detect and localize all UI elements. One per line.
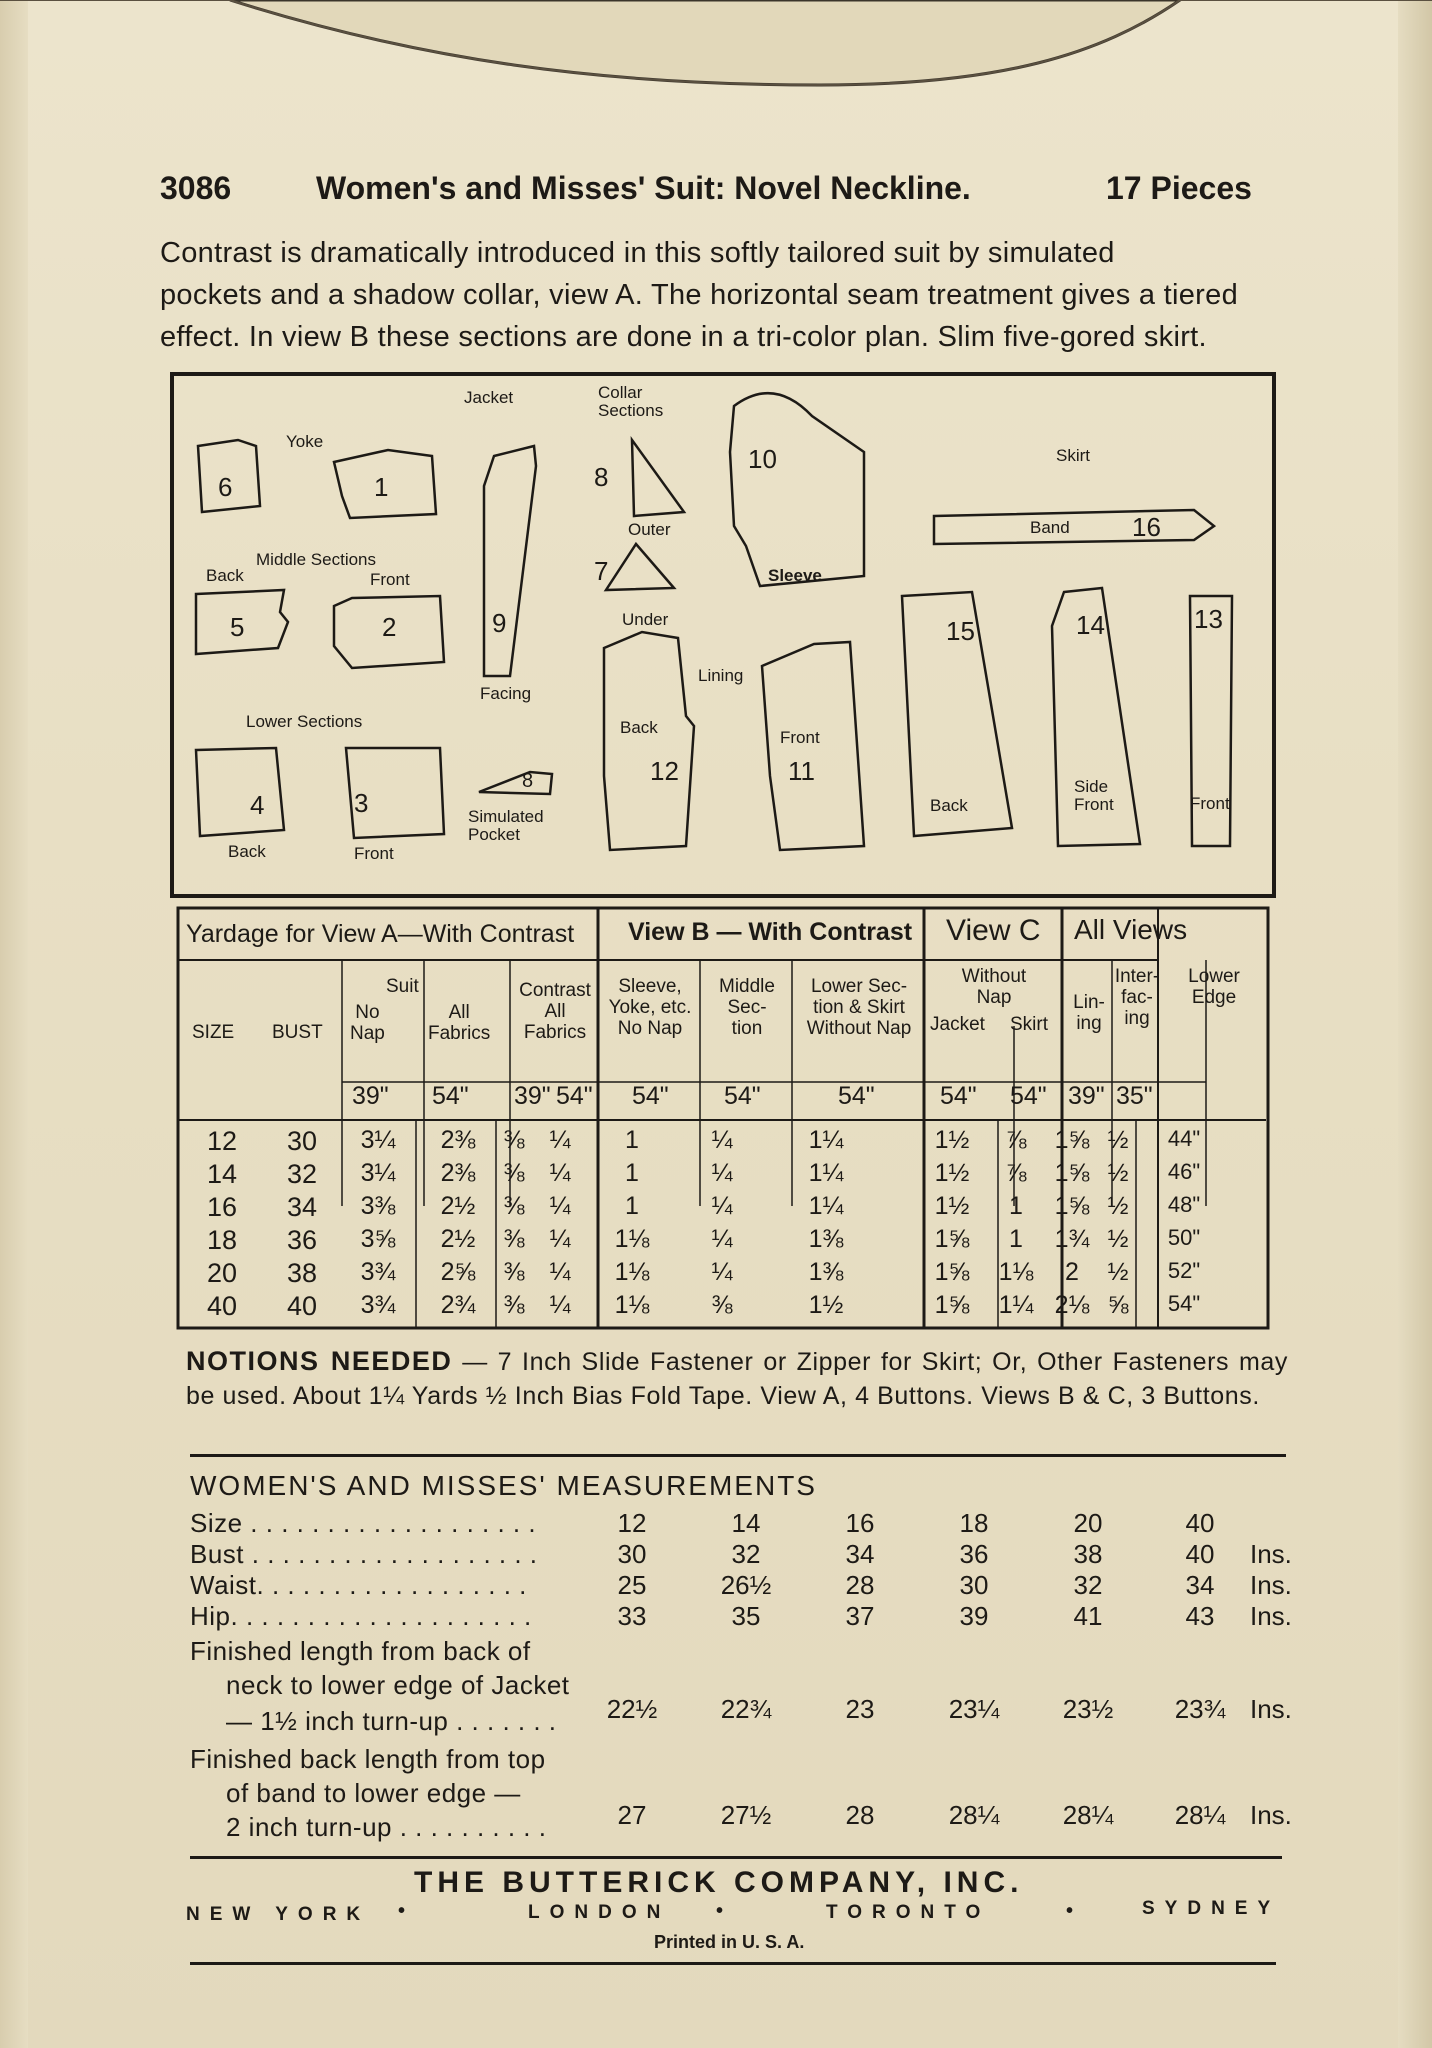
yardage-cell: 40	[206, 1291, 238, 1321]
width-lining: 39"	[1068, 1082, 1105, 1110]
yardage-view-c-header: View C	[946, 914, 1041, 947]
piece-8-shape	[632, 440, 684, 516]
width-skirt: 54"	[1010, 1082, 1047, 1110]
pattern-pieces-drawing	[174, 376, 1272, 894]
yardage-cell: 1⅜	[808, 1225, 844, 1253]
yardage-cell: 3¼	[360, 1159, 396, 1187]
yardage-cell: ¼	[549, 1291, 571, 1319]
length-unit: Ins.	[1250, 1694, 1292, 1724]
measurement-value: 34	[845, 1539, 875, 1569]
col-lower-edge: Lower Edge	[1188, 966, 1240, 1008]
yardage-cell: 3⅜	[360, 1192, 396, 1220]
label-side-front: Side Front	[1074, 777, 1114, 814]
yardage-cell: 1⅝	[934, 1291, 970, 1319]
yardage-cell: 46"	[1167, 1159, 1201, 1184]
yardage-cell: ½	[1107, 1126, 1129, 1154]
width-contrast-54: 54"	[556, 1082, 593, 1110]
skirt-length-label-3: 2 inch turn-up . . . . . . . . . .	[226, 1812, 547, 1842]
pattern-title: Women's and Misses' Suit: Novel Neckline.	[316, 170, 971, 206]
yardage-cell: 1½	[934, 1159, 970, 1187]
length-value: 28¼	[1174, 1800, 1226, 1830]
piece-number-6: 6	[218, 472, 233, 502]
yardage-cell: 1	[1009, 1192, 1023, 1220]
yardage-cell: 1⅜	[808, 1258, 844, 1286]
yardage-cell: ⅞	[1005, 1126, 1027, 1154]
yardage-cell: 30	[286, 1126, 318, 1156]
piece-number-4: 4	[250, 790, 265, 820]
pieces-count: 17 Pieces	[1106, 170, 1252, 206]
description-line-2: pockets and a shadow collar, view A. The horizontal seam treatment gives a tiered	[160, 279, 1238, 311]
yardage-cell: 1⅛	[614, 1291, 650, 1319]
col-interfacing: Inter- fac- ing	[1114, 966, 1160, 1029]
yardage-cell: 32	[286, 1159, 318, 1189]
piece-number-13: 13	[1194, 604, 1223, 634]
yardage-cell: 2⅝	[440, 1258, 476, 1286]
measurement-unit: Ins.	[1250, 1539, 1292, 1569]
measurement-value: 32	[731, 1539, 761, 1569]
measurement-value: 39	[959, 1601, 989, 1631]
measurement-value: 38	[1073, 1539, 1103, 1569]
label-middle-front: Front	[370, 570, 410, 589]
measurement-value: 37	[845, 1601, 875, 1631]
piece-number-1: 1	[374, 472, 389, 502]
yardage-cell: ¼	[711, 1258, 733, 1286]
yardage-cell: 2⅛	[1054, 1291, 1090, 1319]
length-value: 28¼	[1062, 1800, 1114, 1830]
piece-number-12: 12	[650, 756, 679, 786]
yardage-cell: 14	[206, 1159, 238, 1189]
measurement-value: 26½	[720, 1570, 772, 1600]
yardage-cell: 54"	[1167, 1291, 1201, 1316]
measurement-value: 25	[617, 1570, 647, 1600]
measurement-value: 34	[1185, 1570, 1215, 1600]
envelope-flap	[0, 0, 1432, 140]
measurement-value: 40	[1185, 1508, 1215, 1538]
yardage-cell: 1½	[808, 1291, 844, 1319]
label-skirt: Skirt	[1056, 446, 1090, 465]
piece-number-11: 11	[788, 756, 815, 786]
skirt-length-label-1: Finished back length from top	[190, 1744, 546, 1774]
measurement-value: 14	[731, 1508, 761, 1538]
width-suit-all: 54"	[432, 1082, 469, 1110]
yardage-cell: 1⅛	[614, 1225, 650, 1253]
col-lower-section: Lower Sec- tion & Skirt Without Nap	[806, 976, 912, 1039]
measurement-value: 32	[1073, 1570, 1103, 1600]
label-skirt-back: Back	[930, 796, 968, 815]
yardage-cell: ⅜	[503, 1192, 525, 1220]
length-value: 27	[617, 1800, 647, 1830]
bullet-2: •	[716, 1900, 724, 1922]
yardage-cell: ½	[1107, 1192, 1129, 1220]
label-lower-back: Back	[228, 842, 266, 861]
piece-16-shape	[934, 510, 1214, 544]
piece-number-10: 10	[748, 444, 777, 474]
pattern-pieces-diagram	[170, 372, 1276, 898]
measurement-value: 33	[617, 1601, 647, 1631]
length-value: 23	[845, 1694, 875, 1724]
yardage-cell: 3¾	[360, 1291, 396, 1319]
yardage-cell: 1¾	[1054, 1225, 1090, 1253]
yardage-cell: ¼	[711, 1126, 733, 1154]
yardage-cell: 1	[625, 1159, 639, 1187]
yardage-cell: 1⅝	[1054, 1192, 1090, 1220]
piece-number-15: 15	[946, 616, 975, 646]
label-middle-back: Back	[206, 566, 244, 585]
label-lower-front: Front	[354, 844, 394, 863]
label-jacket: Jacket	[464, 388, 514, 407]
yardage-cell: 1	[625, 1192, 639, 1220]
yardage-cell: ⅝	[1107, 1291, 1129, 1319]
notions-title: NOTIONS NEEDED	[186, 1346, 453, 1376]
yardage-cell: 40	[286, 1291, 318, 1321]
col-skirt: Skirt	[1010, 1014, 1048, 1035]
piece-number-16: 16	[1132, 512, 1161, 542]
piece-9-shape	[484, 446, 536, 676]
jacket-length-label-1: Finished length from back of	[190, 1636, 531, 1666]
col-all-fabrics: All Fabrics	[428, 1002, 491, 1044]
length-value: 22¾	[720, 1694, 772, 1724]
piece-4-shape	[196, 748, 284, 836]
simulated-pocket-shape	[479, 772, 552, 794]
label-facing: Facing	[480, 684, 532, 703]
yardage-cell: ½	[1107, 1258, 1129, 1286]
yardage-view-b-header: View B — With Contrast	[628, 918, 913, 946]
width-jacket: 54"	[940, 1082, 977, 1110]
yardage-cell: ¼	[549, 1126, 571, 1154]
label-yoke: Yoke	[286, 432, 324, 451]
yardage-cell: 2¾	[440, 1291, 476, 1319]
measurement-value: 12	[617, 1508, 647, 1538]
yardage-cell: ⅞	[1005, 1159, 1027, 1187]
piece-number-9: 9	[492, 608, 507, 638]
envelope-right-edge	[1398, 0, 1432, 2048]
measurement-value: 30	[617, 1539, 647, 1569]
yardage-cell: ⅜	[503, 1159, 525, 1187]
width-sleeve: 54"	[632, 1082, 669, 1110]
yardage-cell: ¼	[549, 1225, 571, 1253]
measurement-value: 30	[959, 1570, 989, 1600]
bullet-1: •	[398, 1900, 406, 1922]
measurement-value: 28	[845, 1570, 875, 1600]
description-line-1: Contrast is dramatically introduced in this softly tailored suit by simulated	[160, 237, 1115, 269]
length-value: 23½	[1062, 1694, 1114, 1724]
measurement-label: Hip. . . . . . . . . . . . . . . . . . . .	[190, 1601, 532, 1631]
yardage-cell: 44"	[1167, 1126, 1201, 1151]
measurement-unit: Ins.	[1250, 1570, 1292, 1600]
yardage-cell: ¼	[549, 1192, 571, 1220]
yardage-cell: 18	[206, 1225, 238, 1255]
company-name: THE BUTTERICK COMPANY, INC.	[414, 1866, 1024, 1899]
notions-block	[186, 1344, 1288, 1413]
label-simulated-pocket: Simulated Pocket	[468, 807, 544, 844]
measurement-value: 41	[1073, 1601, 1103, 1631]
yardage-cell: ¼	[711, 1225, 733, 1253]
city-toronto: TORONTO	[826, 1902, 991, 1923]
length-unit: Ins.	[1250, 1800, 1292, 1830]
yardage-cell: 1	[1009, 1225, 1023, 1253]
yardage-cell: 48"	[1167, 1192, 1201, 1217]
yardage-cell: 1¼	[998, 1291, 1034, 1319]
label-lining: Lining	[698, 666, 744, 685]
pattern-number: 3086	[160, 170, 232, 206]
col-without-nap: Without Nap	[961, 966, 1027, 1008]
length-value: 27½	[720, 1800, 772, 1830]
yardage-cell: 38	[286, 1258, 318, 1288]
length-value: 28	[845, 1800, 875, 1830]
yardage-cell: 2⅜	[440, 1159, 476, 1187]
yardage-cell: ¼	[711, 1192, 733, 1220]
yardage-cell: 2	[1065, 1258, 1079, 1286]
width-lower: 54"	[838, 1082, 875, 1110]
yardage-cell: ⅜	[503, 1225, 525, 1253]
yardage-cell: ¼	[549, 1159, 571, 1187]
notions-text: — 7 Inch Slide Fastener or Zipper for Skirt; Or, Other Fasteners may be used. About 1¼ Yards ½ Inch Bias Fold Tape. View A, 4 Buttons. Views B & C, 3 Buttons.	[186, 1348, 1289, 1410]
piece-10-shape	[730, 393, 864, 586]
yardage-cell: 3¼	[360, 1126, 396, 1154]
piece-number-8: 8	[594, 462, 609, 492]
yardage-cell: 1	[625, 1126, 639, 1154]
label-band: Band	[1030, 518, 1070, 537]
description-line-3: effect. In view B these sections are done in a tri-color plan. Slim five-gored skirt.	[160, 321, 1207, 353]
yardage-cell: 1⅛	[614, 1258, 650, 1286]
yardage-cell: 2⅜	[440, 1126, 476, 1154]
yardage-cell: 3¾	[360, 1258, 396, 1286]
jacket-length-label-3: — 1½ inch turn-up . . . . . . .	[226, 1706, 557, 1736]
yardage-cell: 1⅝	[1054, 1126, 1090, 1154]
rule-1	[190, 1454, 1286, 1457]
measurement-value: 43	[1185, 1601, 1215, 1631]
piece-number-5: 5	[230, 612, 245, 642]
measurement-label: Size . . . . . . . . . . . . . . . . . . .	[190, 1508, 537, 1538]
measurement-unit: Ins.	[1250, 1601, 1292, 1631]
col-contrast: Contrast All Fabrics	[519, 980, 591, 1043]
yardage-table	[176, 906, 1270, 1330]
yardage-cell: 3⅝	[360, 1225, 396, 1253]
length-value: 28¼	[948, 1800, 1000, 1830]
measurement-value: 36	[959, 1539, 989, 1569]
yardage-cell: 1¼	[808, 1126, 844, 1154]
piece-number-14: 14	[1076, 610, 1105, 640]
envelope-left-edge	[0, 0, 28, 2048]
yardage-cell: ½	[1107, 1225, 1129, 1253]
col-sleeve-yoke: Sleeve, Yoke, etc. No Nap	[608, 976, 692, 1039]
label-lower-sections: Lower Sections	[246, 712, 363, 731]
city-london: LONDON	[528, 1902, 671, 1923]
col-bust: BUST	[272, 1022, 323, 1043]
length-value: 23¼	[948, 1694, 1000, 1724]
col-jacket: Jacket	[930, 1014, 985, 1035]
yardage-cell: ⅜	[711, 1291, 733, 1319]
yardage-cell: 50"	[1167, 1225, 1201, 1250]
measurement-value: 40	[1185, 1539, 1215, 1569]
yardage-cell: 20	[206, 1258, 238, 1288]
measurements-title: WOMEN'S AND MISSES' MEASUREMENTS	[190, 1470, 817, 1501]
city-new-york: NEW YORK	[186, 1904, 371, 1925]
rule-3	[190, 1962, 1276, 1965]
city-sydney: SYDNEY	[1142, 1898, 1281, 1919]
yardage-cell: 1½	[934, 1126, 970, 1154]
yardage-cell: 1¼	[808, 1159, 844, 1187]
measurement-label: Bust . . . . . . . . . . . . . . . . . . .	[190, 1539, 538, 1569]
bullet-3: •	[1066, 1900, 1074, 1922]
yardage-cell: 1½	[934, 1192, 970, 1220]
col-middle-section: Middle Sec- tion	[719, 976, 775, 1039]
measurement-value: 18	[959, 1508, 989, 1538]
piece-number-7: 7	[594, 556, 609, 586]
piece-number-3: 3	[354, 788, 369, 818]
width-suit-no-nap: 39"	[352, 1082, 389, 1110]
measurement-value: 16	[845, 1508, 875, 1538]
yardage-view-a-header: Yardage for View A—With Contrast	[186, 920, 575, 948]
measurement-value: 20	[1073, 1508, 1103, 1538]
yardage-cell: 2½	[440, 1192, 476, 1220]
yardage-cell: 12	[206, 1126, 238, 1156]
width-middle: 54"	[724, 1082, 761, 1110]
yardage-cell: ¼	[711, 1159, 733, 1187]
label-skirt-front: Front	[1190, 794, 1230, 813]
yardage-cell: ⅜	[503, 1291, 525, 1319]
label-sleeve: Sleeve	[768, 566, 822, 585]
width-interfacing: 35"	[1116, 1082, 1153, 1110]
skirt-length-label-2: of band to lower edge —	[226, 1778, 521, 1808]
piece-12-shape	[604, 632, 694, 850]
col-suit: Suit	[386, 976, 419, 997]
yardage-cell: ½	[1107, 1159, 1129, 1187]
label-middle-sections: Middle Sections	[256, 550, 377, 569]
width-contrast-39: 39"	[514, 1082, 551, 1110]
printed-in-usa: Printed in U. S. A.	[654, 1932, 805, 1952]
yardage-cell: ¼	[549, 1258, 571, 1286]
rule-2	[190, 1856, 1282, 1859]
length-value: 22½	[606, 1694, 658, 1724]
label-jacket-front: Front	[780, 728, 820, 747]
yardage-cell: 1⅝	[934, 1258, 970, 1286]
jacket-length-label-2: neck to lower edge of Jacket	[226, 1670, 570, 1700]
yardage-cell: 16	[206, 1192, 238, 1222]
length-value: 23¾	[1174, 1694, 1226, 1724]
yardage-cell: 2½	[440, 1225, 476, 1253]
yardage-cell: ⅜	[503, 1258, 525, 1286]
yardage-cell: ⅜	[503, 1126, 525, 1154]
piece-number-2: 2	[382, 612, 397, 642]
yardage-cell: 1¼	[808, 1192, 844, 1220]
yardage-cell: 36	[286, 1225, 318, 1255]
piece-7-shape	[606, 544, 674, 590]
measurement-value: 35	[731, 1601, 761, 1631]
yardage-cell: 34	[286, 1192, 318, 1222]
yardage-cell: 1⅝	[1054, 1159, 1090, 1187]
label-under: Under	[622, 610, 669, 629]
yardage-cell: 1⅛	[998, 1258, 1034, 1286]
measurement-label: Waist. . . . . . . . . . . . . . . . . .	[190, 1570, 527, 1600]
col-no-nap: No Nap	[350, 1002, 385, 1044]
label-jacket-back: Back	[620, 718, 658, 737]
col-size: SIZE	[192, 1022, 235, 1043]
yardage-cell: 1⅝	[934, 1225, 970, 1253]
yardage-all-views-header: All Views	[1074, 914, 1188, 945]
yardage-cell: 52"	[1167, 1258, 1201, 1283]
label-collar-sections: Collar Sections	[598, 383, 664, 420]
col-lining: Lin- ing	[1073, 992, 1105, 1034]
piece-number-pocket: 8	[522, 770, 534, 792]
label-outer: Outer	[628, 520, 671, 539]
